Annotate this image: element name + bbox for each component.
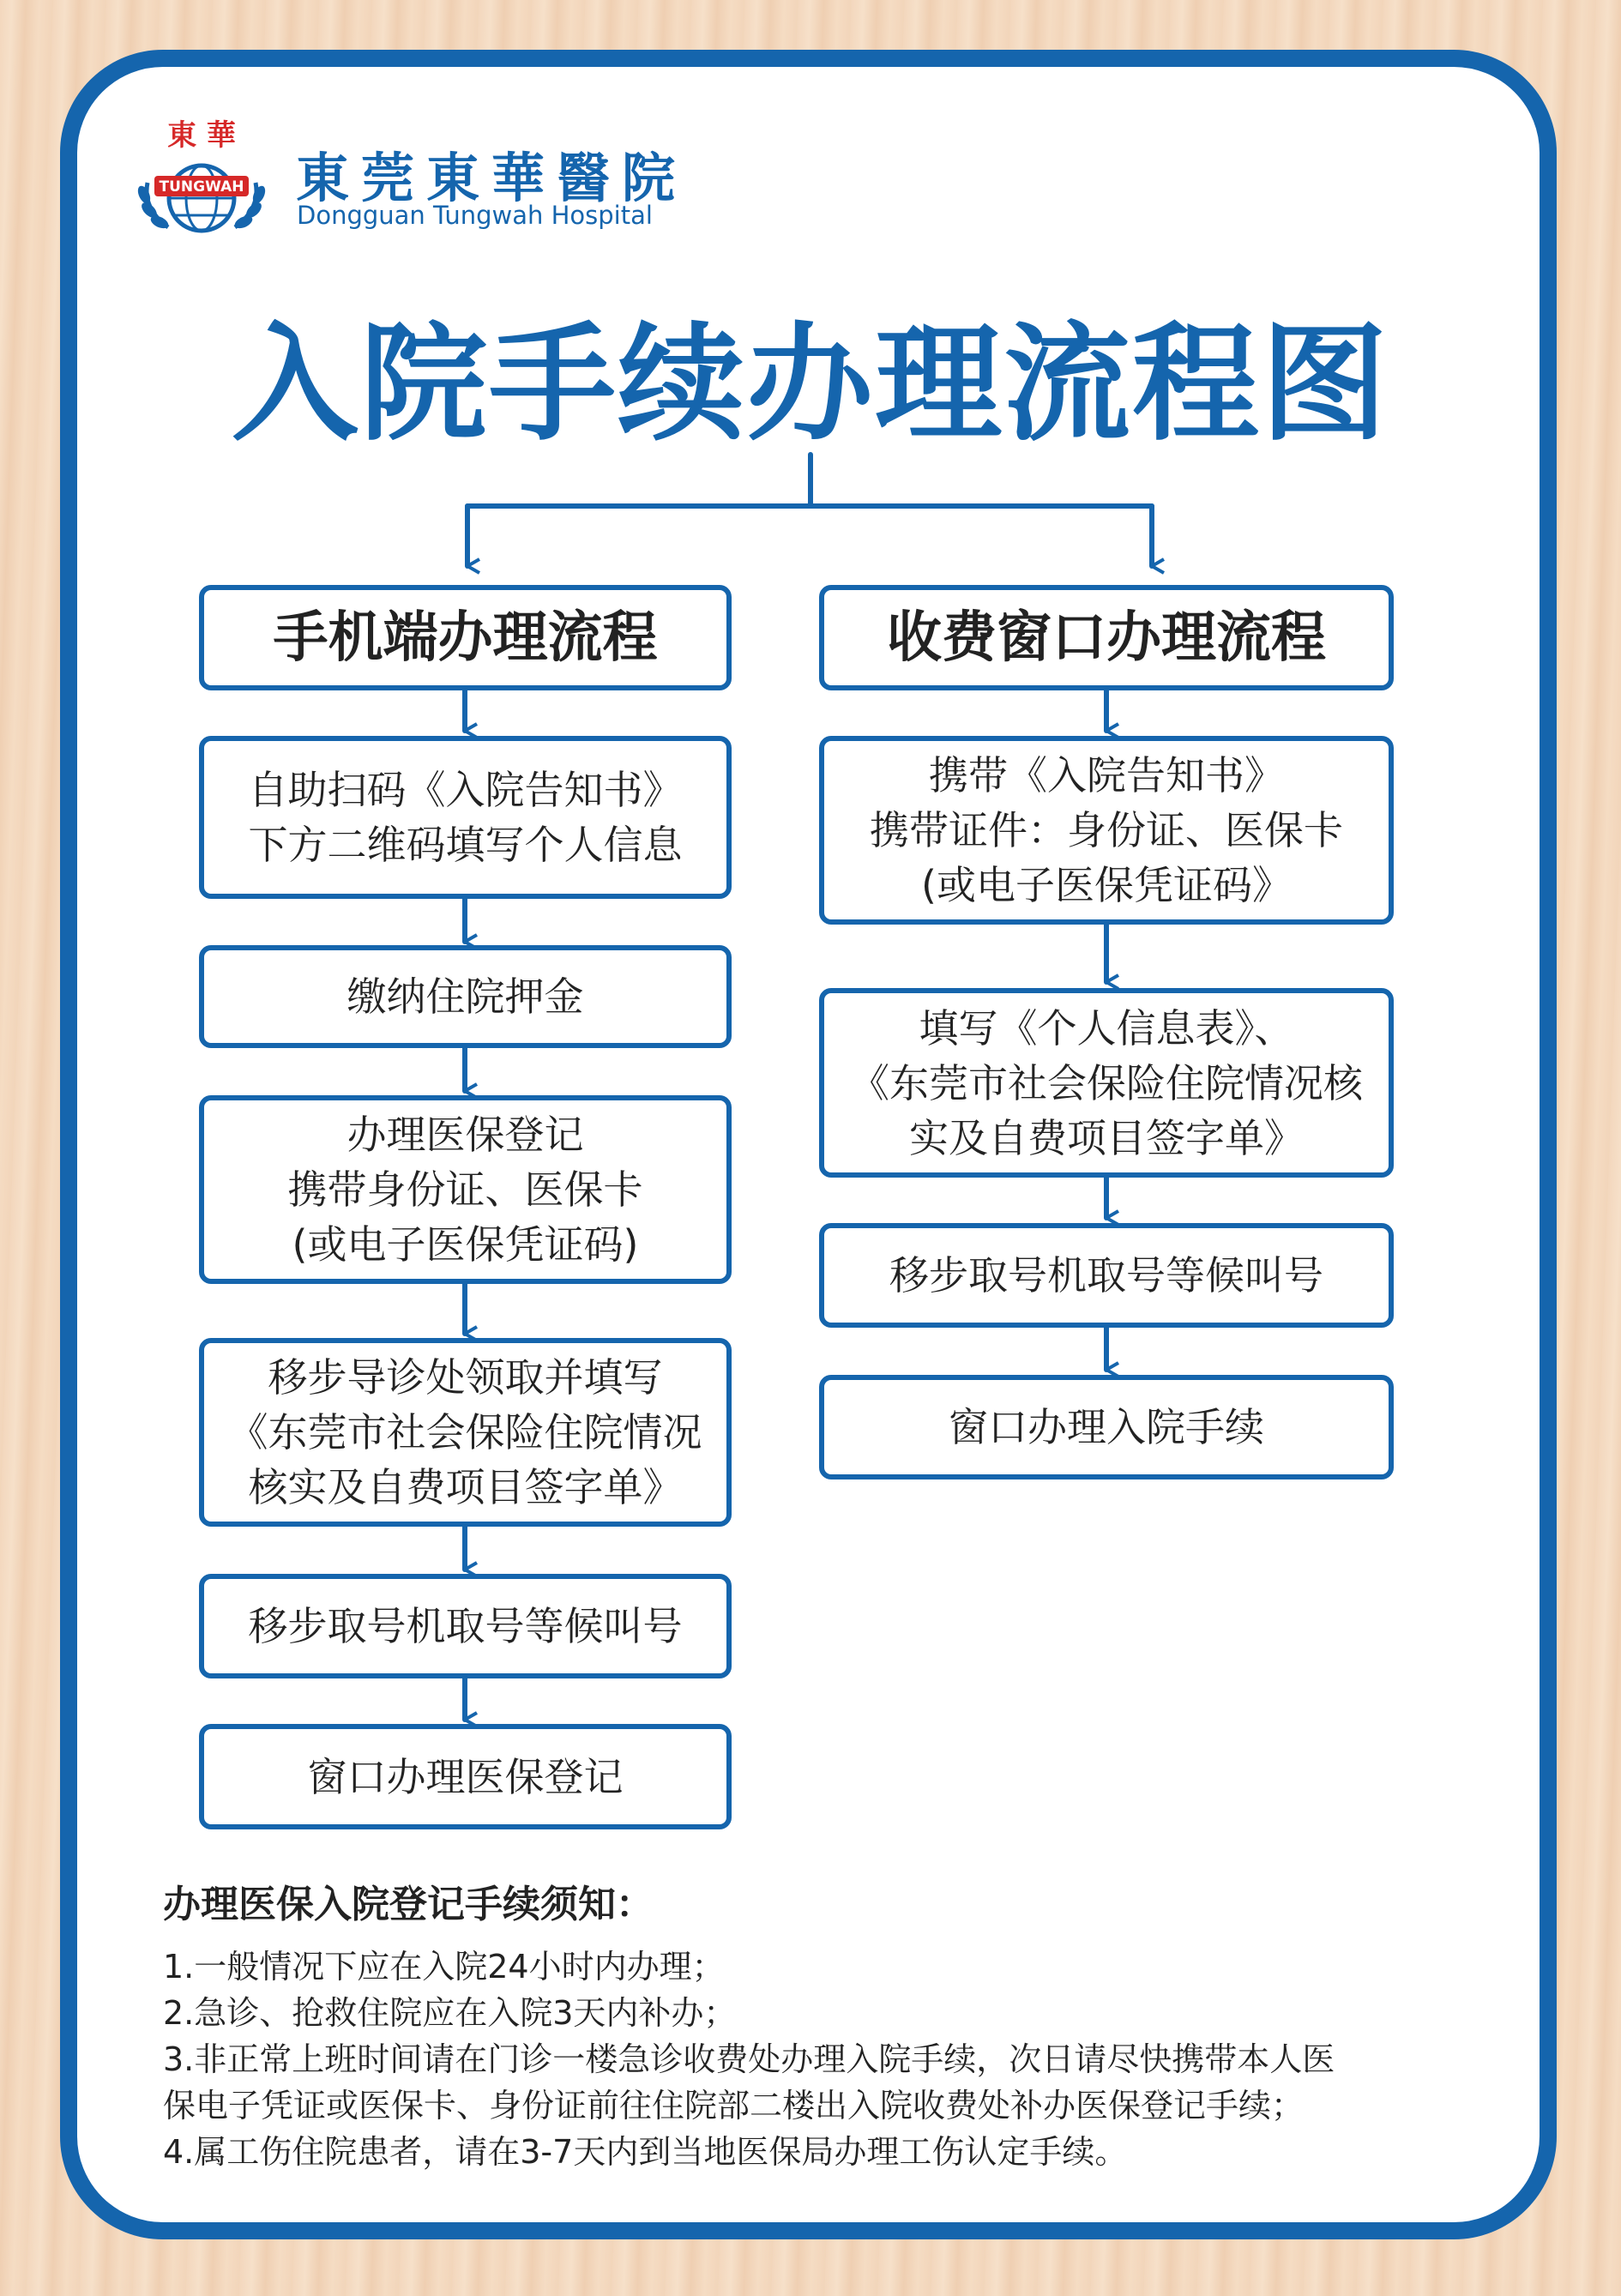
mobile-step-3-line-2: 携带身份证、医保卡 bbox=[287, 1166, 643, 1213]
mobile-step-5 bbox=[199, 1574, 732, 1678]
notice-section bbox=[163, 1878, 1492, 2175]
mobile-step-2 bbox=[199, 945, 732, 1048]
counter-step-1 bbox=[819, 736, 1394, 925]
page-title: 入院手续办理流程图 bbox=[232, 310, 1389, 458]
notice-item-3 bbox=[163, 2036, 1492, 2129]
mobile-step-5-line-1: 移步取号机取号等候叫号 bbox=[248, 1603, 683, 1649]
notice-item-4 bbox=[163, 2129, 1492, 2175]
counter-step-2 bbox=[819, 988, 1394, 1178]
notice-item-4-line-1: 4.属工伤住院患者，请在3-7天内到当地医保局办理工伤认定手续。 bbox=[163, 2133, 1128, 2171]
counter-step-1-line-1: 携带《入院告知书》 bbox=[929, 752, 1284, 798]
counter-step-2-line-1: 填写《个人信息表》、 bbox=[919, 1004, 1294, 1052]
mobile-step-3-line-3: (或电子医保凭证码) bbox=[292, 1221, 639, 1268]
emblem-banner-text: TUNGWAH bbox=[159, 178, 244, 196]
mobile-step-2-line-1: 缴纳住院押金 bbox=[346, 973, 584, 1020]
notice-item-1 bbox=[163, 1943, 1492, 1990]
mobile-step-4 bbox=[199, 1338, 732, 1527]
notice-item-2-line-1: 2.急诊、抢救住院应在入院3天内补办； bbox=[163, 1994, 737, 2032]
counter-step-3 bbox=[819, 1223, 1394, 1328]
mobile-step-4-line-3: 核实及自费项目签字单》 bbox=[248, 1464, 683, 1510]
counter-step-2-line-2: 《东莞市社会保险住院情况核 bbox=[850, 1059, 1363, 1106]
notice-item-2 bbox=[163, 1990, 1492, 2036]
mobile-step-1-line-1: 自助扫码《入院告知书》 bbox=[248, 767, 683, 813]
mobile-step-4-line-1: 移步导诊处领取并填写 bbox=[268, 1354, 663, 1401]
counter-step-3-line-1: 移步取号机取号等候叫号 bbox=[889, 1252, 1323, 1299]
mobile-step-3-line-1: 办理医保登记 bbox=[346, 1112, 584, 1158]
hospital-name-cn: 東莞東華醫院 bbox=[296, 147, 688, 209]
mobile-step-1-line-2: 下方二维码填写个人信息 bbox=[248, 822, 683, 868]
mobile-flow-heading: 手机端办理流程 bbox=[199, 585, 732, 690]
notice-item-3-line-2: 保电子凭证或医保卡、身份证前往住院部二楼出入院收费处补办医保登记手续； bbox=[163, 2087, 1305, 2124]
notice-title: 办理医保入院登记手续须知： bbox=[163, 1883, 654, 1926]
counter-step-4-line-1: 窗口办理入院手续 bbox=[949, 1404, 1264, 1450]
hospital-emblem-icon bbox=[129, 116, 274, 236]
emblem-top-text: 東 華 bbox=[167, 118, 236, 153]
hospital-name-en: Dongguan Tungwah Hospital bbox=[297, 201, 653, 230]
mobile-step-1 bbox=[199, 736, 732, 899]
counter-step-1-line-2: 携带证件：身份证、医保卡 bbox=[870, 807, 1343, 853]
mobile-step-6-line-1: 窗口办理医保登记 bbox=[307, 1753, 624, 1800]
mobile-step-6 bbox=[199, 1724, 732, 1829]
mobile-step-3 bbox=[199, 1095, 732, 1284]
notice-item-3-line-1: 3.非正常上班时间请在门诊一楼急诊收费处办理入院手续，次日请尽快携带本人医 bbox=[163, 2040, 1335, 2078]
mobile-step-4-line-2: 《东莞市社会保险住院情况 bbox=[228, 1409, 702, 1455]
counter-flow-heading: 收费窗口办理流程 bbox=[819, 585, 1394, 690]
counter-step-2-line-3: 实及自费项目签字单》 bbox=[909, 1114, 1304, 1161]
counter-step-4 bbox=[819, 1375, 1394, 1479]
notice-item-1-line-1: 1.一般情况下应在入院24小时内办理； bbox=[163, 1948, 725, 1986]
counter-step-1-line-3: (或电子医保凭证码》 bbox=[921, 862, 1292, 908]
